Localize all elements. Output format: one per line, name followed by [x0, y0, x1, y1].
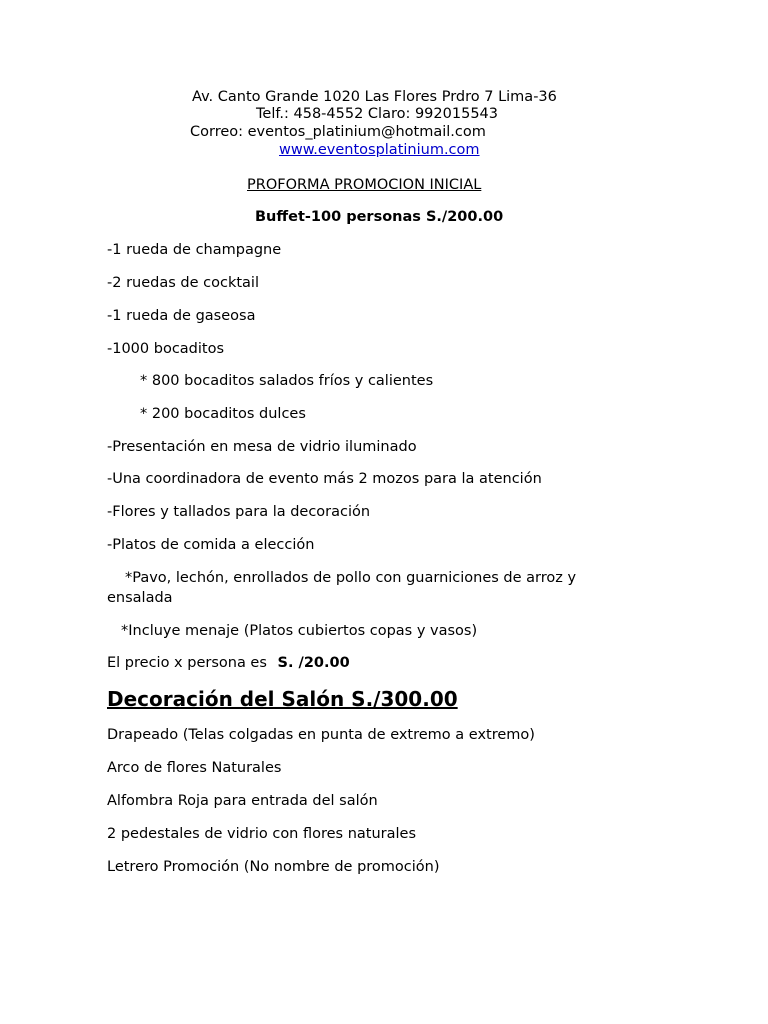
document-title: PROFORMA PROMOCION INICIAL [247, 177, 482, 193]
price-per-person [107, 655, 350, 672]
decoracion-item: Drapeado (Telas colgadas en punta de extremo a extremo) [107, 727, 535, 743]
buffet-item: -Presentación en mesa de vidrio iluminado [107, 439, 417, 455]
buffet-subitem: * 800 bocaditos salados fríos y calientes [140, 373, 434, 389]
buffet-item: -Platos de comida a elección [107, 537, 315, 553]
buffet-item: -1000 bocaditos [107, 341, 225, 357]
price-label: El precio x persona es [107, 655, 267, 671]
website-link[interactable]: www.eventosplatinium.com [279, 142, 480, 158]
buffet-item: -Una coordinadora de evento más 2 mozos para la atención [107, 471, 542, 487]
buffet-subitem: * 200 bocaditos dulces [140, 406, 306, 422]
decoracion-heading: Decoración del Salón S./300.00 [107, 687, 458, 711]
decoracion-item: Letrero Promoción (No nombre de promoción) [107, 859, 440, 875]
decoracion-item: 2 pedestales de vidrio con flores naturales [107, 826, 417, 842]
price-value: S. /20.00 [277, 655, 350, 671]
phone-line: Telf.: 458-4552 Claro: 992015543 [256, 106, 498, 122]
address-line: Av. Canto Grande 1020 Las Flores Prdro 7 Lima-36 [192, 89, 557, 105]
buffet-item: -Flores y tallados para la decoración [107, 504, 371, 520]
email-line: Correo: eventos_platinium@hotmail.com [190, 124, 486, 140]
decoracion-item: Arco de flores Naturales [107, 760, 282, 776]
buffet-heading: Buffet-100 personas S./200.00 [255, 209, 504, 225]
decoracion-item: Alfombra Roja para entrada del salón [107, 793, 378, 809]
buffet-subitem-wrapped: *Pavo, lechón, enrollados de pollo con guarniciones de arroz y ensalada [107, 570, 577, 606]
buffet-item: -1 rueda de champagne [107, 242, 282, 258]
buffet-item: -2 ruedas de cocktail [107, 275, 259, 291]
buffet-item: -1 rueda de gaseosa [107, 308, 256, 324]
buffet-subitem: *Incluye menaje (Platos cubiertos copas y vasos) [121, 623, 478, 639]
